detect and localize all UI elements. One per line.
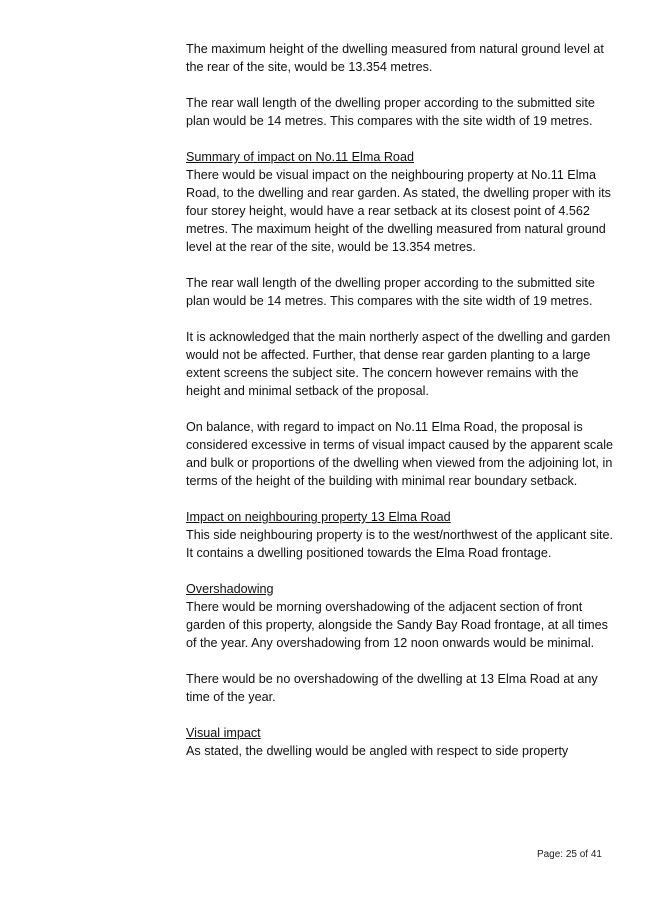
- section-visual-impact: [186, 724, 616, 760]
- heading-overshadowing: Overshadowing: [186, 582, 274, 596]
- paragraph-angled: As stated, the dwelling would be angled with respect to side property: [186, 744, 569, 758]
- paragraph-rear-wall: The rear wall length of the dwelling proper according to the submitted site plan would be 14 metres. This compares with the site width of 19 metres.: [186, 96, 595, 128]
- page-number: Page: 25 of 41: [536, 849, 602, 860]
- section-summary-11-elma: [186, 148, 616, 256]
- section-overshadowing: [186, 580, 616, 652]
- paragraph-max-height: The maximum height of the dwelling measured from natural ground level at the rear of the site, would be 13.354 metres.: [186, 42, 604, 74]
- section-impact-13-elma: [186, 508, 616, 562]
- paragraph-morning-overshadowing: There would be morning overshadowing of the adjacent section of front garden of this property, alongside the Sandy Bay Road frontage, at all times of the year. Any overshadowing from 12 noon onwards would be minimal.: [186, 600, 608, 650]
- paragraph-no-overshadowing: There would be no overshadowing of the dwelling at 13 Elma Road at any time of the year.: [186, 672, 598, 704]
- heading-visual-impact: Visual impact: [186, 726, 261, 740]
- paragraph-rear-wall-2: The rear wall length of the dwelling proper according to the submitted site plan would be 14 metres. This compares with the site width of 19 metres.: [186, 276, 595, 308]
- paragraph-on-balance: On balance, with regard to impact on No.11 Elma Road, the proposal is considered excessive in terms of visual impact caused by the apparent scale and bulk or proportions of the dwelling when viewed from the adjoining lot, in terms of the height of the building with minimal rear boundary setback.: [186, 420, 614, 488]
- document-body: [186, 40, 616, 760]
- paragraph-side-property: This side neighbouring property is to the west/northwest of the applicant site. It contains a dwelling positioned towards the Elma Road frontage.: [186, 528, 614, 560]
- paragraph-acknowledged: It is acknowledged that the main northerly aspect of the dwelling and garden would not be affected. Further, that dense rear garden planting to a large extent screens the subject site. The concern however remains with the height and minimal setback of the proposal.: [186, 330, 611, 398]
- paragraph-visual-impact-11: There would be visual impact on the neighbouring property at No.11 Elma Road, to the dwelling and rear garden. As stated, the dwelling proper with its four storey height, would have a rear setback at its closest point of 4.562 metres. The maximum height of the dwelling measured from natural ground level at the rear of the site, would be 13.354 metres.: [186, 168, 611, 254]
- heading-impact-13-elma: Impact on neighbouring property 13 Elma Road: [186, 510, 451, 524]
- heading-summary-11-elma: Summary of impact on No.11 Elma Road: [186, 150, 414, 164]
